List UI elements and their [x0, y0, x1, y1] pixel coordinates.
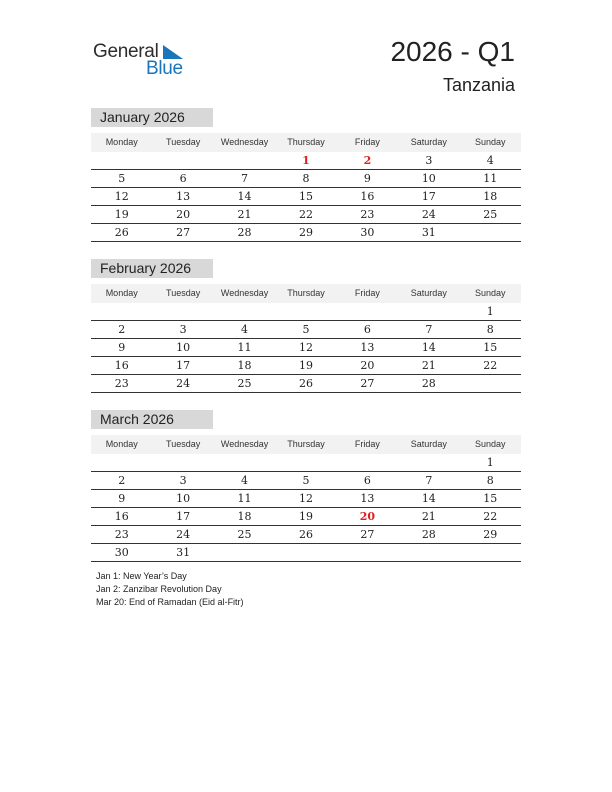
week-row: [91, 206, 521, 224]
month-header: February 2026: [91, 259, 213, 278]
week-row: [91, 357, 521, 375]
month-calendar: [91, 108, 521, 242]
weekday-label: Sunday: [474, 288, 506, 298]
day-cell: 23: [114, 377, 129, 390]
day-cell: 1: [302, 154, 310, 167]
day-cell: 13: [176, 190, 191, 203]
day-cell: [91, 152, 152, 169]
day-cell: 11: [237, 492, 252, 505]
weekday-label: Thursday: [287, 288, 325, 298]
day-cell: 14: [237, 190, 252, 203]
day-cell: 19: [298, 359, 313, 372]
weekday-label: Tuesday: [166, 439, 201, 449]
day-cell: [337, 544, 398, 561]
holiday-note: Jan 2: Zanzibar Revolution Day: [96, 584, 222, 594]
day-cell: 5: [118, 172, 126, 185]
day-cell: 6: [363, 474, 371, 487]
day-cell: 5: [302, 323, 310, 336]
day-cell: 10: [176, 341, 191, 354]
week-row: [91, 188, 521, 206]
day-cell: 9: [118, 341, 126, 354]
day-cell: [398, 454, 459, 471]
day-cell: 21: [421, 359, 436, 372]
day-cell: 14: [421, 492, 436, 505]
weekday-label: Friday: [354, 288, 380, 298]
day-cell: [337, 303, 398, 320]
weekday-label: Sunday: [474, 439, 506, 449]
day-cell: 17: [176, 359, 191, 372]
day-cell: 8: [486, 474, 494, 487]
day-cell: 3: [425, 154, 433, 167]
day-cell: 23: [114, 528, 129, 541]
weekday-label: Tuesday: [166, 288, 201, 298]
weekday-label: Friday: [354, 137, 380, 147]
day-cell: 6: [179, 172, 187, 185]
day-cell: 15: [483, 492, 498, 505]
weekday-label: Saturday: [410, 288, 447, 298]
day-cell: 1: [486, 305, 494, 318]
day-cell: 30: [360, 226, 375, 239]
weekday-label: Wednesday: [220, 439, 269, 449]
day-cell: 7: [425, 474, 433, 487]
day-cell: 27: [176, 226, 191, 239]
week-row: [91, 321, 521, 339]
day-cell: 19: [114, 208, 129, 221]
weekday-label: Saturday: [410, 439, 447, 449]
weekday-label: Tuesday: [166, 137, 201, 147]
day-cell: 18: [483, 190, 498, 203]
day-cell: 4: [241, 474, 249, 487]
day-cell: 12: [298, 492, 313, 505]
month-calendar: [91, 410, 521, 562]
day-cell: 15: [298, 190, 313, 203]
day-cell: 31: [176, 546, 191, 559]
day-cell: 20: [176, 208, 191, 221]
day-cell: 20: [359, 510, 376, 523]
holiday-note: Jan 1: New Year’s Day: [96, 571, 187, 581]
day-cell: 1: [486, 456, 494, 469]
generalblue-logo: [93, 41, 213, 81]
day-cell: [214, 454, 275, 471]
day-cell: 22: [298, 208, 313, 221]
day-cell: [152, 454, 213, 471]
weekday-label: Sunday: [474, 137, 506, 147]
day-cell: 13: [360, 492, 375, 505]
country-name: Tanzania: [442, 75, 515, 95]
weekday-label: Friday: [354, 439, 380, 449]
day-cell: 8: [486, 323, 494, 336]
day-cell: 7: [241, 172, 249, 185]
day-cell: 10: [176, 492, 191, 505]
day-cell: 22: [483, 359, 498, 372]
day-cell: 24: [421, 208, 436, 221]
day-cell: [214, 544, 275, 561]
week-row: [91, 224, 521, 242]
day-cell: 26: [298, 528, 313, 541]
day-cell: 18: [237, 510, 252, 523]
day-cell: 27: [360, 528, 375, 541]
day-cell: 21: [421, 510, 436, 523]
day-cell: 7: [425, 323, 433, 336]
weekday-label: Monday: [105, 439, 138, 449]
logo-word-general: General: [93, 41, 159, 62]
month-header: January 2026: [91, 108, 213, 127]
day-cell: [337, 454, 398, 471]
weekday-header-row: [91, 435, 521, 454]
weekday-label: Wednesday: [220, 137, 269, 147]
day-cell: [214, 152, 275, 169]
day-cell: 3: [179, 474, 187, 487]
day-cell: 4: [241, 323, 249, 336]
day-cell: 29: [298, 226, 313, 239]
day-cell: 21: [237, 208, 252, 221]
day-cell: 11: [237, 341, 252, 354]
weekday-header-row: [91, 133, 521, 152]
day-cell: 25: [483, 208, 498, 221]
day-cell: [152, 152, 213, 169]
day-cell: 28: [421, 377, 436, 390]
logo-word-blue: Blue: [146, 58, 183, 79]
day-cell: [460, 224, 521, 241]
week-row: [91, 339, 521, 357]
day-cell: [460, 375, 521, 392]
day-cell: 27: [360, 377, 375, 390]
day-cell: 16: [114, 510, 129, 523]
day-cell: 2: [363, 154, 372, 167]
day-cell: 4: [486, 154, 494, 167]
day-cell: 16: [360, 190, 375, 203]
holiday-notes: [96, 570, 244, 609]
month-header: March 2026: [91, 410, 213, 429]
day-cell: 25: [237, 377, 252, 390]
day-cell: 28: [421, 528, 436, 541]
logo-triangle-icon: [163, 45, 183, 59]
weekday-label: Wednesday: [220, 288, 269, 298]
day-cell: 17: [176, 510, 191, 523]
page-title: 2026 - Q1: [390, 36, 515, 67]
day-cell: 24: [176, 377, 191, 390]
day-cell: [152, 303, 213, 320]
day-cell: [398, 544, 459, 561]
day-cell: 28: [237, 226, 252, 239]
day-cell: [275, 544, 336, 561]
day-cell: [91, 303, 152, 320]
day-cell: [398, 303, 459, 320]
weekday-label: Monday: [105, 137, 138, 147]
week-row: [91, 508, 521, 526]
weekday-label: Saturday: [410, 137, 447, 147]
day-cell: 3: [179, 323, 187, 336]
week-row: [91, 170, 521, 188]
day-cell: 23: [360, 208, 375, 221]
day-cell: 31: [421, 226, 436, 239]
day-cell: [460, 544, 521, 561]
month-calendar: [91, 259, 521, 393]
week-row: [91, 490, 521, 508]
day-cell: 10: [421, 172, 436, 185]
week-row: [91, 544, 521, 562]
day-cell: [214, 303, 275, 320]
weekday-label: Thursday: [287, 439, 325, 449]
day-cell: 29: [483, 528, 498, 541]
day-cell: 17: [421, 190, 436, 203]
day-cell: 11: [483, 172, 498, 185]
weekday-label: Thursday: [287, 137, 325, 147]
day-cell: 15: [483, 341, 498, 354]
day-cell: 20: [360, 359, 375, 372]
day-cell: 13: [360, 341, 375, 354]
day-cell: 26: [298, 377, 313, 390]
day-cell: 8: [302, 172, 310, 185]
day-cell: 2: [118, 323, 126, 336]
day-cell: 9: [363, 172, 371, 185]
week-row: [91, 454, 521, 472]
week-row: [91, 152, 521, 170]
weekday-header-row: [91, 284, 521, 303]
day-cell: 14: [421, 341, 436, 354]
day-cell: 19: [298, 510, 313, 523]
day-cell: 9: [118, 492, 126, 505]
day-cell: 24: [176, 528, 191, 541]
day-cell: 6: [363, 323, 371, 336]
week-row: [91, 375, 521, 393]
day-cell: 30: [114, 546, 129, 559]
day-cell: 12: [114, 190, 129, 203]
week-row: [91, 303, 521, 321]
day-cell: [275, 303, 336, 320]
day-cell: 18: [237, 359, 252, 372]
day-cell: 26: [114, 226, 129, 239]
day-cell: [275, 454, 336, 471]
day-cell: 25: [237, 528, 252, 541]
weekday-label: Monday: [105, 288, 138, 298]
day-cell: 2: [118, 474, 126, 487]
day-cell: 22: [483, 510, 498, 523]
day-cell: [91, 454, 152, 471]
day-cell: 16: [114, 359, 129, 372]
day-cell: 12: [298, 341, 313, 354]
week-row: [91, 526, 521, 544]
holiday-note: Mar 20: End of Ramadan (Eid al-Fitr): [96, 597, 244, 607]
day-cell: 5: [302, 474, 310, 487]
week-row: [91, 472, 521, 490]
